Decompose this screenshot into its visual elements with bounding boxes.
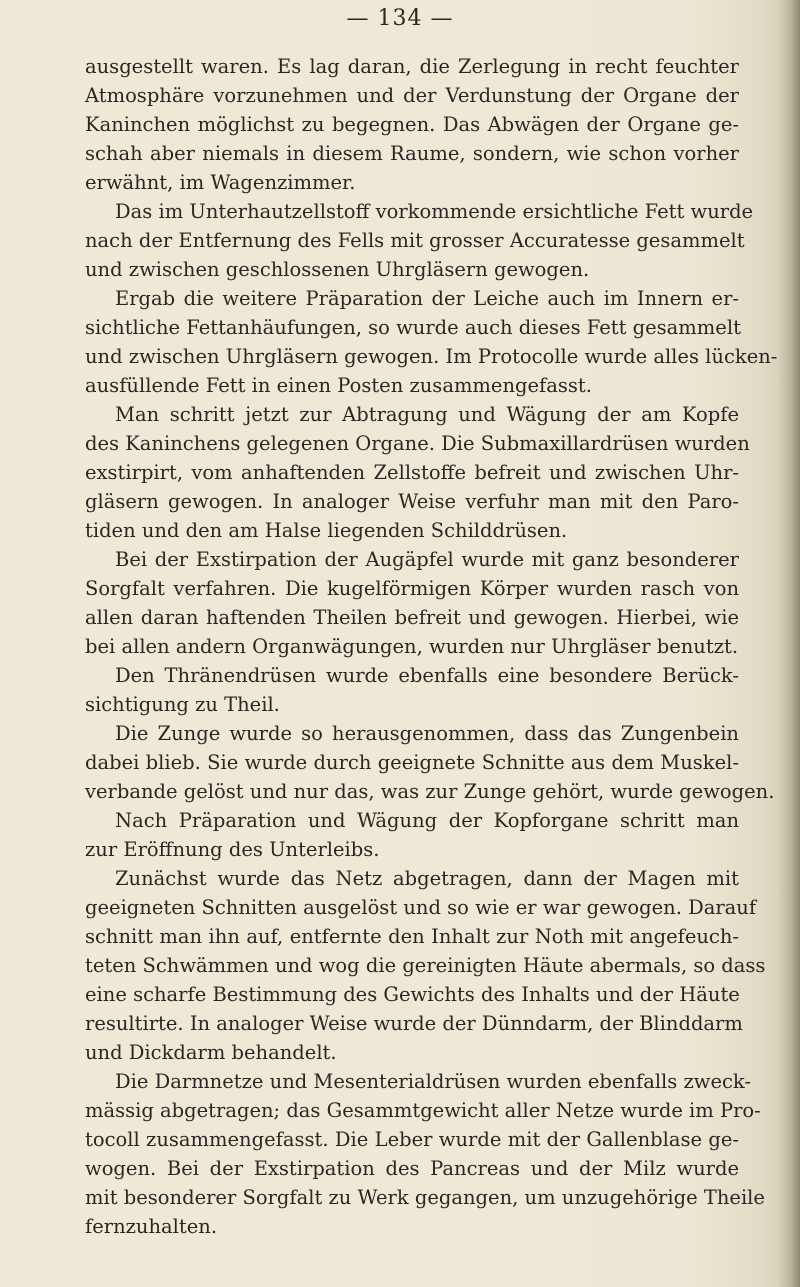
- paragraph: [85, 661, 739, 719]
- text-line: erwähnt, im Wagenzimmer.: [85, 171, 356, 194]
- text-line: Atmosphäre vorzunehmen und der Verdunstung der Organe der: [85, 84, 739, 107]
- text-line: Den Thränendrüsen wurde ebenfalls eine besondere Berück-: [115, 664, 739, 687]
- text-line: mässig abgetragen; das Gesammtgewicht aller Netze wurde im Pro-: [85, 1099, 761, 1122]
- paragraph: [85, 284, 778, 400]
- text-line: verbande gelöst und nur das, was zur Zunge gehört, wurde gewogen.: [85, 780, 775, 803]
- text-line: tiden und den am Halse liegenden Schilddrüsen.: [85, 519, 568, 542]
- text-line: tocoll zusammengefasst. Die Leber wurde mit der Gallenblase ge-: [85, 1128, 739, 1151]
- paragraph: [85, 52, 739, 197]
- paragraph: [85, 1067, 765, 1241]
- paragraph: [85, 197, 754, 284]
- text-line: und Dickdarm behandelt.: [85, 1041, 337, 1064]
- paragraph: [85, 864, 766, 1067]
- text-line: und zwischen geschlossenen Uhrgläsern gewogen.: [85, 258, 590, 281]
- text-line: Nach Präparation und Wägung der Kopforgane schritt man: [115, 809, 739, 832]
- text-line: Die Zunge wurde so herausgenommen, dass das Zungenbein: [115, 722, 739, 745]
- page-edge-shadow: [778, 0, 800, 1287]
- text-line: nach der Entfernung des Fells mit grosser Accuratesse gesammelt: [85, 229, 745, 252]
- text-line: sichtliche Fettanhäufungen, so wurde auch dieses Fett gesammelt: [85, 316, 741, 339]
- text-line: Bei der Exstirpation der Augäpfel wurde mit ganz besonderer: [115, 548, 739, 571]
- page-number: — 134 —: [346, 6, 454, 31]
- body-text: [85, 52, 778, 1241]
- text-line: Zunächst wurde das Netz abgetragen, dann der Magen mit: [115, 867, 739, 890]
- text-line: allen daran haftenden Theilen befreit und gewogen. Hierbei, wie: [85, 606, 739, 629]
- text-line: Ergab die weitere Präparation der Leiche auch im Innern er-: [115, 287, 739, 310]
- text-line: dabei blieb. Sie wurde durch geeignete Schnitte aus dem Muskel-: [85, 751, 739, 774]
- text-line: mit besonderer Sorgfalt zu Werk gegangen, um unzugehörige Theile: [85, 1186, 765, 1209]
- text-line: teten Schwämmen und wog die gereinigten Häute abermals, so dass: [85, 954, 766, 977]
- text-line: fernzuhalten.: [85, 1215, 218, 1238]
- text-line: Die Darmnetze und Mesenterialdrüsen wurden ebenfalls zweck-: [115, 1070, 751, 1093]
- text-line: sichtigung zu Theil.: [85, 693, 280, 716]
- paragraph: [85, 719, 775, 806]
- text-line: exstirpirt, vom anhaftenden Zellstoffe befreit und zwischen Uhr-: [85, 461, 739, 484]
- paragraph: [85, 806, 739, 864]
- text-line: Man schritt jetzt zur Abtragung und Wägung der am Kopfe: [115, 403, 739, 426]
- text-line: ausgestellt waren. Es lag daran, die Zerlegung in recht feuchter: [85, 55, 739, 78]
- text-line: Kaninchen möglichst zu begegnen. Das Abwägen der Organe ge-: [85, 113, 739, 136]
- text-line: zur Eröffnung des Unterleibs.: [85, 838, 380, 861]
- text-line: Sorgfalt verfahren. Die kugelförmigen Körper wurden rasch von: [85, 577, 739, 600]
- text-line: schah aber niemals in diesem Raume, sondern, wie schon vorher: [85, 142, 739, 165]
- text-line: bei allen andern Organwägungen, wurden nur Uhrgläser benutzt.: [85, 635, 739, 658]
- text-line: wogen. Bei der Exstirpation des Pancreas und der Milz wurde: [85, 1157, 739, 1180]
- text-line: Das im Unterhautzellstoff vorkommende ersichtliche Fett wurde: [115, 200, 754, 223]
- text-line: geeigneten Schnitten ausgelöst und so wie er war gewogen. Darauf: [85, 896, 757, 919]
- text-line: eine scharfe Bestimmung des Gewichts des Inhalts und der Häute: [85, 983, 740, 1006]
- paragraph: [85, 400, 750, 545]
- text-line: resultirte. In analoger Weise wurde der Dünndarm, der Blinddarm: [85, 1012, 743, 1035]
- text-line: gläsern gewogen. In analoger Weise verfuhr man mit den Paro-: [85, 490, 739, 513]
- text-line: ausfüllende Fett in einen Posten zusammengefasst.: [85, 374, 592, 397]
- text-line: schnitt man ihn auf, entfernte den Inhalt zur Noth mit angefeuch-: [85, 925, 739, 948]
- text-line: des Kaninchens gelegenen Organe. Die Submaxillardrüsen wurden: [85, 432, 750, 455]
- text-line: und zwischen Uhrgläsern gewogen. Im Protocolle wurde alles lücken-: [85, 345, 778, 368]
- paragraph: [85, 545, 739, 661]
